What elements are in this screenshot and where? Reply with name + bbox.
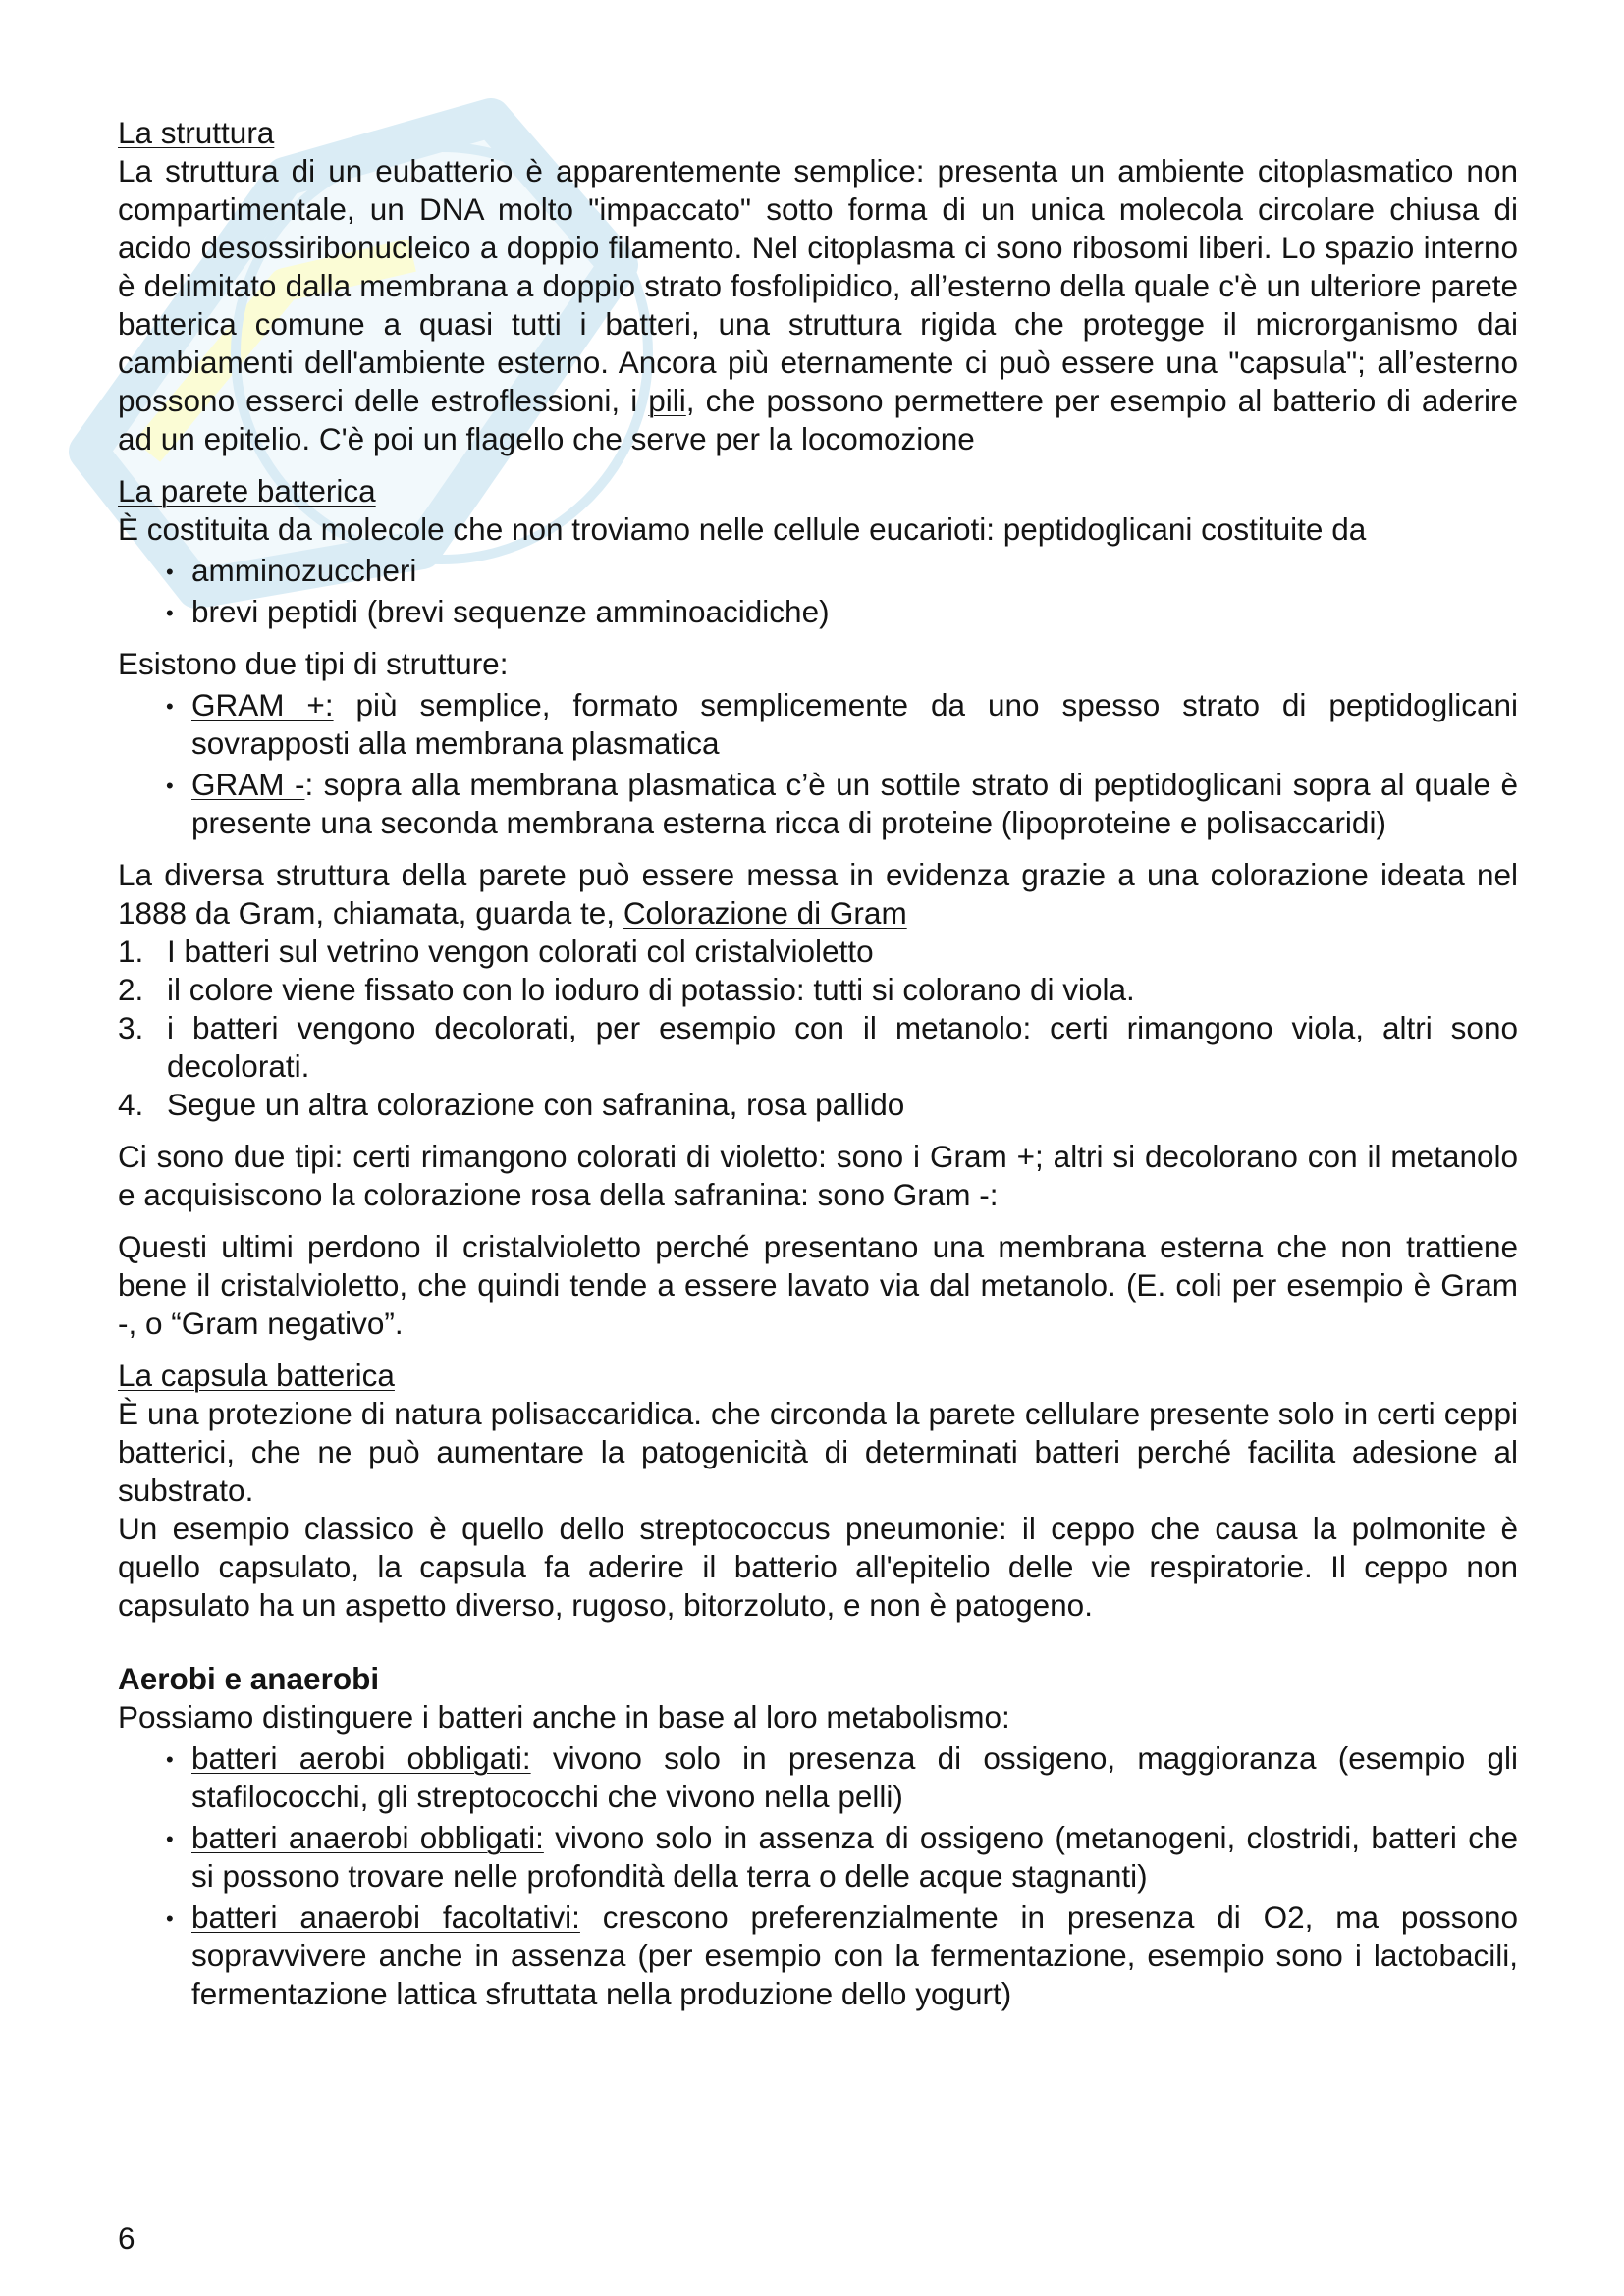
- gram-steps-list: [118, 933, 1518, 1124]
- paragraph-gram-intro: La diversa struttura della parete può essere messa in evidenza grazie a una colorazione ideata nel 1888 da Gram, chiamata, guarda te, Colorazione di Gram: [118, 857, 1518, 931]
- paragraph-aerobi-intro: Possiamo distinguere i batteri anche in base al loro metabolismo:: [118, 1699, 1010, 1735]
- paragraph-gram-explanation: Questi ultimi perdono il cristalvioletto perché presentano una membrana esterna che non trattiene bene il cristalvioletto, che quindi tende a essere lavato via dal metanolo. (E. coli per esempio è Gram -, o “Gram negativo”.: [118, 1229, 1518, 1341]
- gram-types-list: [118, 686, 1518, 842]
- paragraph-parete-intro: È costituita da molecole che non troviamo nelle cellule eucarioti: peptidoglicani costituite da: [118, 511, 1367, 547]
- paragraph-struttura: La struttura di un eubatterio è apparentemente semplice: presenta un ambiente citoplasmatico non compartimentale, un DNA molto "impaccato" sotto forma di un unica molecola circolare chiusa di acido desossiribonucleico a doppio filamento. Nel citoplasma ci sono ribosomi liberi. Lo spazio interno è delimitato dalla membrana a doppio strato fosfolipidico, all’esterno della quale c'è un ulteriore parete batterica comune a quasi tutti i batteri, una struttura rigida che protegge il microrganismo dai cambiamenti dell'ambiente esterno. Ancora più eternamente ci può essere una "capsula"; all’esterno possono esserci delle estroflessioni, i pili, che possono permettere per esempio al batterio di aderire ad un epitelio. C'è poi un flagello che serve per la locomozione: [118, 153, 1518, 456]
- list-item: • batteri aerobi obbligati: vivono solo in presenza di ossigeno, maggioranza (esempio gli stafilococchi, gli streptococchi che vivono nella pelli): [191, 1739, 1518, 1816]
- paragraph-gram-result: Ci sono due tipi: certi rimangono colorati di violetto: sono i Gram +; altri si decolorano con il metanolo e acquisiscono la colorazione rosa della safranina: sono Gram -:: [118, 1139, 1518, 1212]
- paragraph-capsula-1: È una protezione di natura polisaccaridica. che circonda la parete cellulare presente solo in certi ceppi batterici, che ne può aumentare la patogenicità di determinati batteri perché facilita adesione al substrato.: [118, 1396, 1518, 1508]
- paragraph-types-intro: Esistono due tipi di strutture:: [118, 646, 509, 681]
- list-item: • batteri anaerobi facoltativi: crescono preferenzialmente in presenza di O2, ma possono sopravvivere anche in assenza (per esempio con la fermentazione, esempio sono i lactobacili, fermentazione lattica sfruttata nella produzione dello yogurt): [191, 1898, 1518, 2013]
- list-item: 1. I batteri sul vetrino vengon colorati col cristalvioletto: [118, 934, 874, 969]
- metabolism-list: [118, 1739, 1518, 2013]
- list-item-gram-positive: • GRAM +: più semplice, formato semplicemente da uno spesso strato di peptidoglicani sovrapposti alla membrana plasmatica: [191, 686, 1518, 763]
- list-item: • batteri anaerobi obbligati: vivono solo in assenza di ossigeno (metanogeni, clostridi, batteri che si possono trovare nelle profondità della terra o delle acque stagnanti): [191, 1819, 1518, 1896]
- list-item: 4. Segue un altra colorazione con safranina, rosa pallido: [118, 1087, 905, 1122]
- list-item-gram-negative: • GRAM -: sopra alla membrana plasmatica c’è un sottile strato di peptidoglicani sopra al quale è presente una seconda membrana esterna ricca di proteine (lipoproteine e polisaccaridi): [191, 766, 1518, 842]
- list-item: • brevi peptidi (brevi sequenze amminoacidiche): [191, 593, 1518, 631]
- list-item: • amminozuccheri: [191, 552, 1518, 590]
- components-list: [118, 552, 1518, 631]
- page-number: 6: [118, 2220, 135, 2256]
- list-item: 2. il colore viene fissato con lo ioduro di potassio: tutti si colorano di viola.: [118, 972, 1135, 1007]
- term-pili: pili: [648, 383, 686, 418]
- document-page: [118, 114, 1518, 2013]
- term-colorazione-gram: Colorazione di Gram: [623, 895, 907, 931]
- heading-struttura: La struttura: [118, 115, 275, 150]
- list-item: 3. i batteri vengono decolorati, per esempio con il metanolo: certi rimangono viola, altri sono decolorati.: [118, 1010, 1518, 1084]
- heading-parete: La parete batterica: [118, 473, 376, 508]
- heading-capsula: La capsula batterica: [118, 1358, 395, 1393]
- heading-aerobi: Aerobi e anaerobi: [118, 1661, 380, 1696]
- paragraph-capsula-2: Un esempio classico è quello dello streptococcus pneumonie: il ceppo che causa la polmonite è quello capsulato, la capsula fa aderire il batterio all'epitelio delle vie respiratorie. Il ceppo non capsulato ha un aspetto diverso, rugoso, bitorzoluto, e non è patogeno.: [118, 1511, 1518, 1623]
